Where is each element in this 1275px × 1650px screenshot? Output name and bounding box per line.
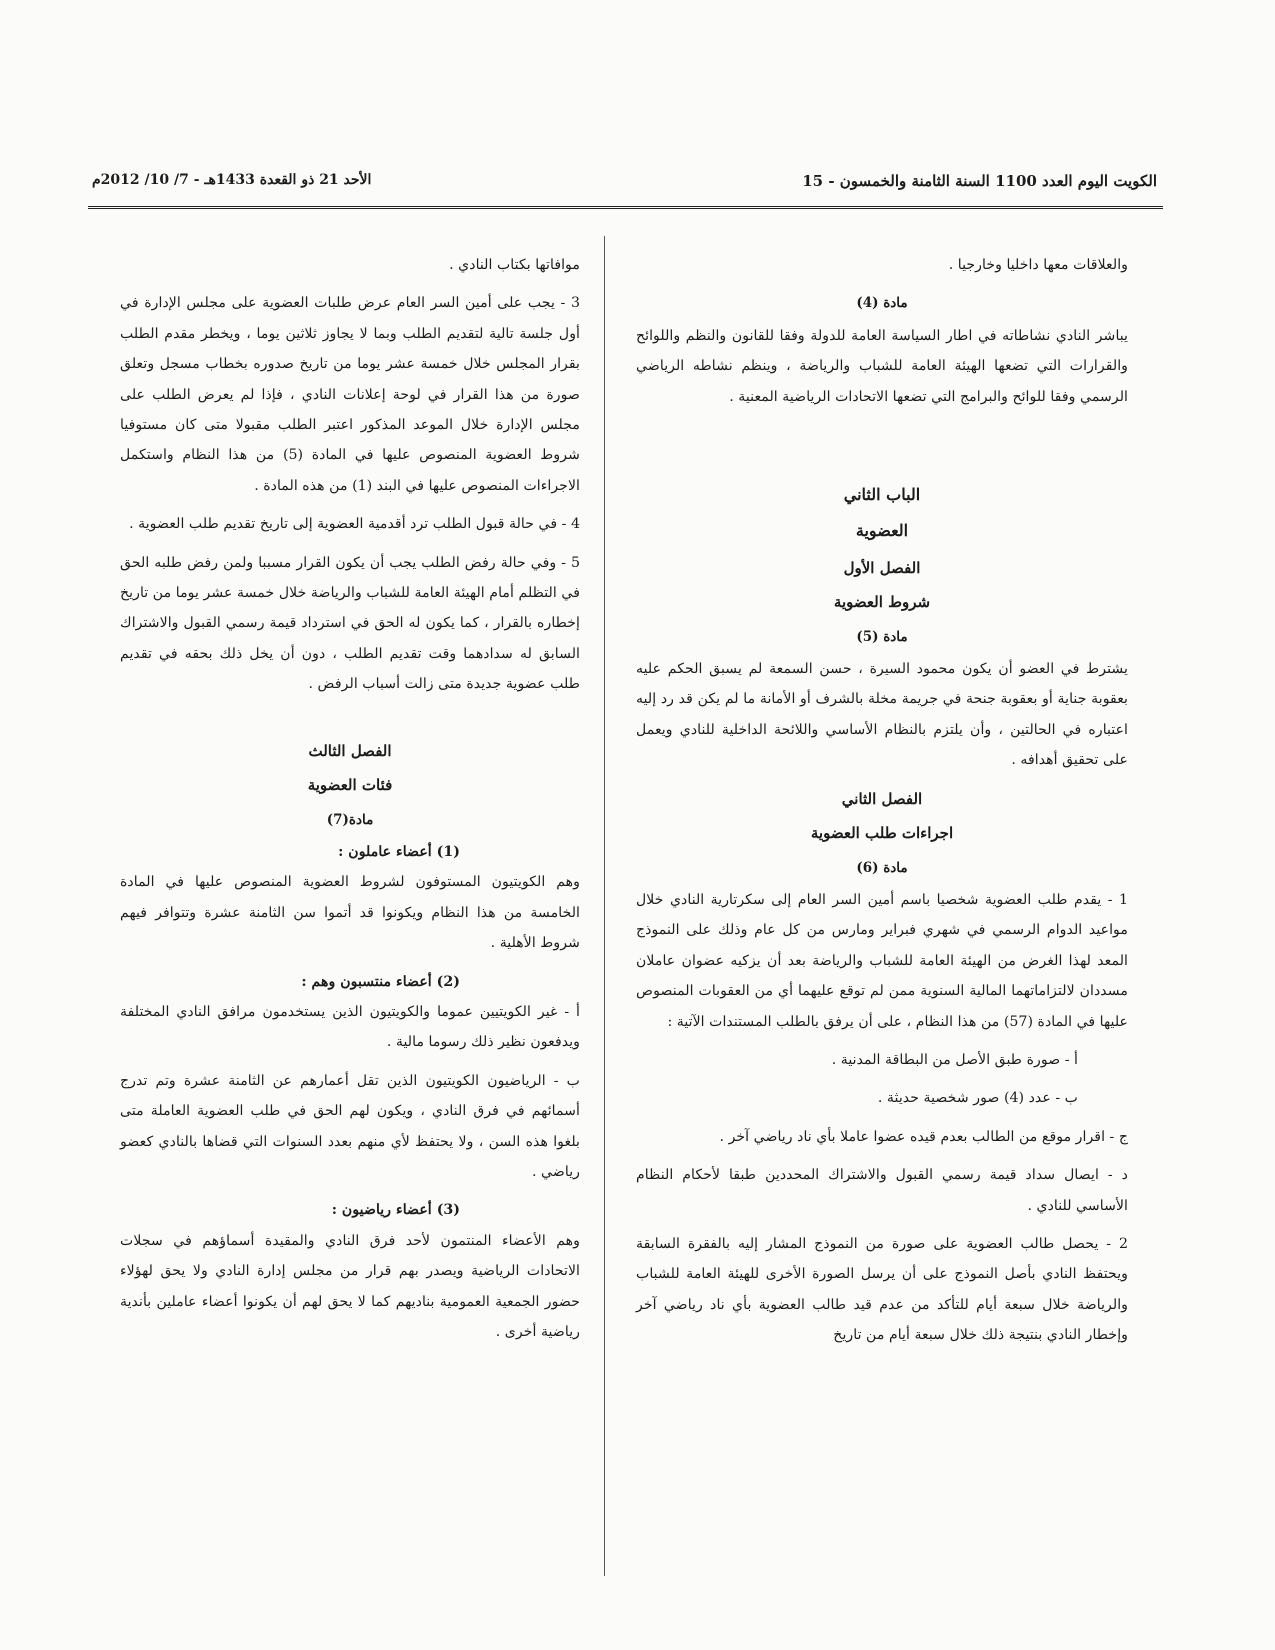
category-2-title: (2) أعضاء منتسبون وهم : (301, 973, 460, 990)
section-1-name: شروط العضوية (833, 593, 931, 612)
list-item-b: ب - عدد (4) صور شخصية حديثة . (877, 1090, 1078, 1107)
article-6-paragraph-2: 2 - يحصل طالب العضوية على صورة من النموذج المشار إليه بالفقرة السابقة ويحتفظ النادي بأصل النموذج على أن يرسل الصورة الأخرى للهيئة العامة للشباب والرياضة خلال سبعة أيام للتأكد من عدم قيد طالب العضوية بأي ناد رياضي آخر وإخطار النادي بنتيجة ذلك خلال سبعة أيام من تاريخ (636, 1235, 1128, 1344)
header-newspaper-info: الكويت اليوم العدد 1100 السنة الثامنة والخمسون - 15 (802, 172, 1157, 190)
section-3-name: فئات العضوية (307, 776, 393, 795)
article-6-paragraph-4: 4 - في حالة قبول الطلب ترد أقدمية العضوية إلى تاريخ تقديم طلب العضوية . (129, 516, 580, 533)
article-5-title: مادة (5) (856, 628, 908, 645)
left-column (120, 250, 580, 1355)
article-6-paragraph-1: 1 - يقدم طلب العضوية شخصيا باسم أمين السر العام إلى سكرتارية النادي خلال مواعيد الدوام الرسمي في شهري فبراير ومارس من كل عام وذلك على النموذج المعد لهذا الغرض من الهيئة العامة للشباب والرياضة بعد أن يزكيه عضوان عاملان مسددان لالتزاماتهما المالية السنوية ممن لم توقع عليهما أي من العقوبات المنصوص عليها في المادة (57) من هذا النظام ، على أن يرفق بالطلب المستندات الآتية : (636, 891, 1128, 1030)
header-rule (88, 206, 1163, 209)
article-4-text: يباشر النادي نشاطاته في اطار السياسة العامة للدولة وفقا للقانون والنظم واللوائح والقرارات التي تضعها الهيئة العامة للشباب والرياضة ، وينظم نشاطه الرياضي الرسمي وفقا للوائح والبرامج التي تضعها الاتحادات الرياضية المعنية . (636, 327, 1128, 405)
article-5-text: يشترط في العضو أن يكون محمود السيرة ، حسن السمعة لم يسبق الحكم عليه بعقوبة جناية أو بعقوبة جنحة في جريمة مخلة بالشرف أو الأمانة ما لم يكن قد رد إليه اعتباره في الحالتين ، وأن يلتزم بالنظام الأساسي واللائحة الداخلية للنادي ويعمل على تحقيق أهدافه . (636, 661, 1128, 769)
section-2-name: اجراءات طلب العضوية (810, 824, 954, 843)
article-7-title: مادة(7) (326, 811, 374, 828)
category-1-text: وهم الكويتيون المستوفون لشروط العضوية المنصوص عليها في المادة الخامسة من هذا النظام ويكونوا قد أتموا سن الثامنة عشرة وتتوافر فيهم شروط الأهلية . (120, 874, 580, 952)
article-4-title: مادة (4) (856, 295, 908, 312)
section-2-title: الفصل الثاني (841, 789, 923, 808)
paragraph-continuation-left: موافاتها بكتاب النادي . (449, 257, 580, 273)
article-6-paragraph-5: 5 - وفي حالة رفض الطلب يجب أن يكون القرار مسببا ولمن رفض طلبه الحق في التظلم أمام الهيئة العامة للشباب والرياضة خلال خمسة عشر يوما من تاريخ إخطاره بالقرار ، كما يكون له الحق في استرداد قيمة رسمي القبول والاشتراك السابق له سدادهما وقت تقديم الطلب ، دون أن يخل ذلك بحقه في تقديم طلب عضوية جديدة متى زالت أسباب الرفض . (120, 554, 580, 693)
column-divider (604, 236, 605, 1576)
paragraph-continuation: والعلاقات معها داخليا وخارجيا . (948, 257, 1128, 273)
category-2-item-b: ب - الرياضيون الكويتيون الذين تقل أعمارهم عن الثامنة عشرة وتم تدرج أسمائهم في فرق النادي ، ويكون لهم الحق في طلب العضوية العاملة متى بلغوا هذه السن ، ولا يحتفظ لأي منهم بعدد السنوات التي قضاها بالنادي كعضو رياضي . (120, 1072, 580, 1180)
category-1-title: (1) أعضاء عاملون : (338, 843, 460, 860)
right-column (636, 250, 1128, 1359)
header-date: الأحد 21 ذو القعدة 1433هـ - 7/ 10/ 2012م (92, 172, 372, 188)
category-3-title: (3) أعضاء رياضيون : (331, 1202, 460, 1219)
list-item-c: ج - اقرار موقع من الطالب بعدم قيده عضوا عاملا بأي ناد رياضي آخر . (719, 1128, 1128, 1145)
chapter-name: العضوية (855, 521, 909, 541)
category-3-text: وهم الأعضاء المنتمون لأحد فرق النادي والمقيدة أسماؤهم في سجلات الاتحادات الرياضية ويصدر بهم قرار من مجلس إدارة النادي ولا يحق لهؤلاء حضور الجمعية العمومية بناديهم كما لا يحق لهم أن يكونوا أعضاء عاملين بأندية رياضية أخرى . (120, 1232, 580, 1340)
page-header (92, 172, 1157, 190)
article-6-title: مادة (6) (856, 859, 908, 876)
list-item-d: د - ايصال سداد قيمة رسمي القبول والاشتراك المحددين طبقا لأحكام النظام الأساسي للنادي . (636, 1167, 1128, 1214)
category-2-item-a: أ - غير الكويتيين عموما والكويتيون الذين يستخدمون مرافق النادي المختلفة ويدفعون نظير ذلك رسوما مالية . (120, 1003, 580, 1051)
article-6-paragraph-3: 3 - يجب على أمين السر العام عرض طلبات العضوية على مجلس الإدارة في أول جلسة تالية لتقديم الطلب وبما لا يجاوز ثلاثين يوما ، ويخطر مقدم الطلب بقرار المجلس خلال خمسة عشر يوما من تاريخ صدوره بخطاب مسجل وتعلق صورة من هذا القرار في لوحة إعلانات النادي ، فإذا لم يعرض الطلب على مجلس الإدارة خلال الموعد المذكور اعتبر الطلب مقبولا متى كان مستوفيا شروط العضوية المنصوص عليها في المادة (5) من هذا النظام واستكمل الاجراءات المنصوص عليها في البند (1) من هذه المادة . (120, 295, 580, 494)
section-3-title: الفصل الثالث (308, 741, 392, 760)
chapter-title: الباب الثاني (843, 485, 921, 505)
section-1-title: الفصل الأول (843, 558, 921, 577)
list-item-a: أ - صورة طبق الأصل من البطاقة المدنية . (831, 1051, 1078, 1068)
